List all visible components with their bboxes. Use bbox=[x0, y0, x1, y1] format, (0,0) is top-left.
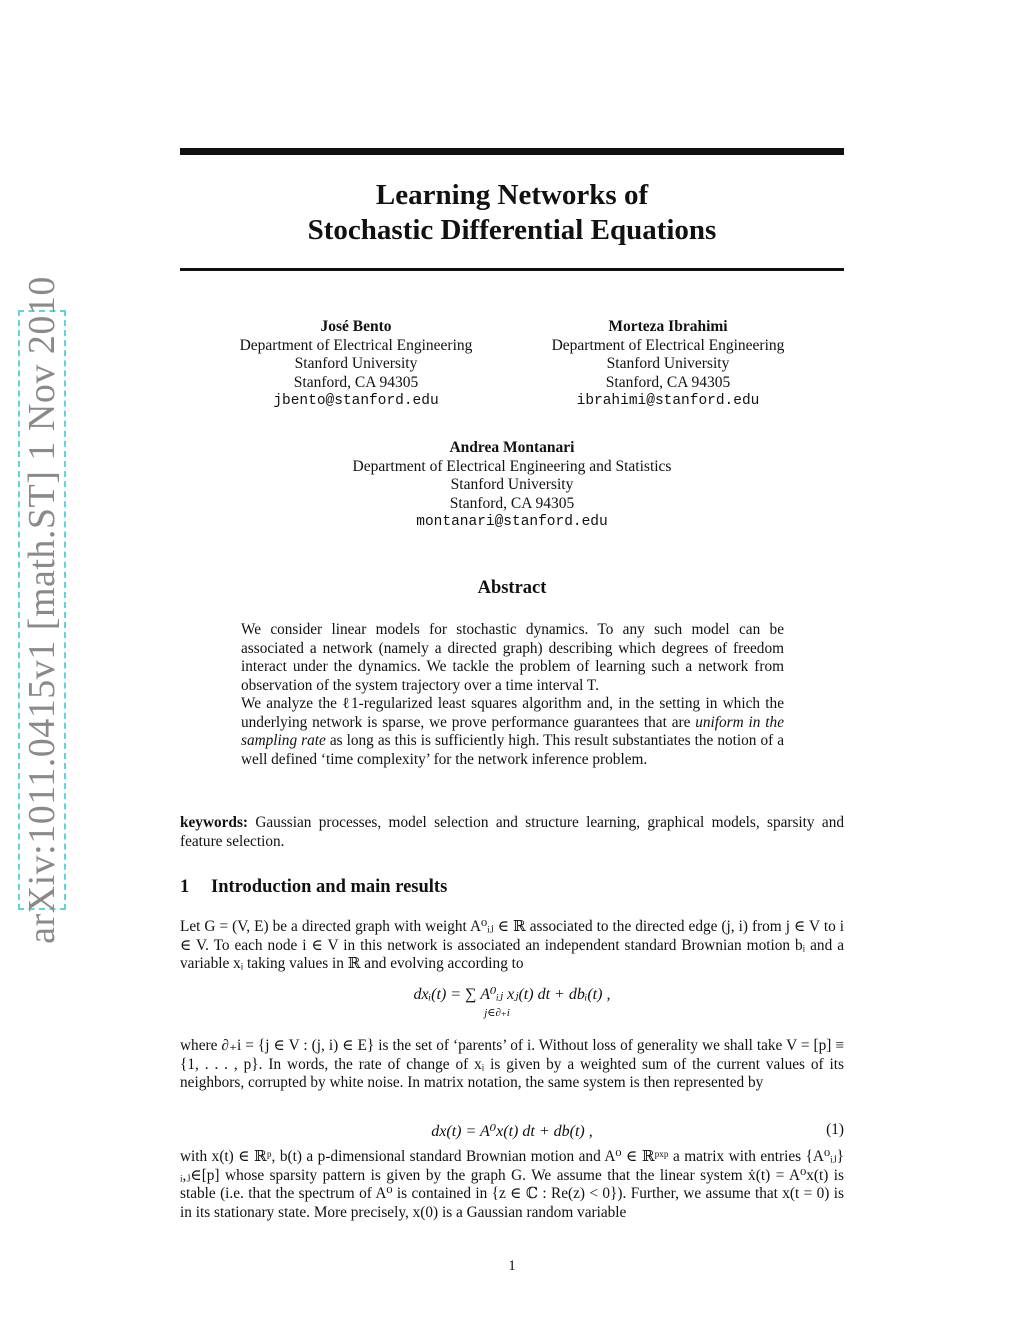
paper-title bbox=[180, 178, 844, 248]
intro-paragraph-3 bbox=[180, 1148, 844, 1222]
abstract-body bbox=[241, 621, 784, 769]
equation-main: dxᵢ(t) = ∑ A⁰ᵢⱼ xⱼ(t) dt + dbᵢ(t) , bbox=[413, 986, 611, 1003]
author-addr: Stanford, CA 94305 bbox=[293, 373, 419, 391]
title-line-1: Learning Networks of bbox=[375, 179, 649, 211]
section-title: Introduction and main results bbox=[211, 877, 448, 897]
arxiv-stamp bbox=[18, 276, 66, 944]
paragraph-text: where ∂₊i = {j ∈ V : (j, i) ∈ E} is the set of ‘parents’ of i. Without loss of generality we shall take V = [p] ≡ {1, . . . , p}. In words, the rate of change of xᵢ is given by a weighted sum of the current values of its neighbors, corrupted by white noise. In matrix notation, the same system is then represented by bbox=[180, 1037, 844, 1091]
equation-main: dx(t) = A⁰x(t) dt + db(t) , bbox=[431, 1123, 593, 1140]
abstract-p2-emphasis: uniform in the sampling rate bbox=[241, 713, 784, 749]
author-block-1 bbox=[200, 318, 512, 411]
keywords bbox=[180, 814, 844, 851]
author-name: José Bento bbox=[320, 318, 392, 335]
abstract-p2-start: We analyze the ℓ1-regularized least squares algorithm and, in the setting in which the underlying network is sparse, we prove performance guarantees that are bbox=[241, 695, 784, 731]
title-line-2: Stochastic Differential Equations bbox=[307, 214, 717, 246]
section-heading bbox=[180, 877, 447, 898]
author-dept: Department of Electrical Engineering bbox=[551, 336, 785, 354]
section-number: 1 bbox=[180, 877, 190, 897]
abstract-paragraph-2 bbox=[241, 695, 784, 769]
author-name: Andrea Montanari bbox=[449, 439, 575, 456]
author-name: Morteza Ibrahimi bbox=[608, 318, 728, 335]
author-email: jbento@stanford.edu bbox=[273, 393, 439, 409]
equation-sum-index: j∈∂₊i bbox=[484, 1007, 510, 1019]
abstract-paragraph-1: We consider linear models for stochastic dynamics. To any such model can be associated a network (namely a directed graph) describing which degrees of freedom interact under the dynamics. We tackle the problem of learning such a network from observation of the system trajectory over a time interval T. bbox=[241, 621, 784, 694]
author-univ: Stanford University bbox=[450, 476, 574, 493]
arxiv-stamp-text: arXiv:1011.0415v1 [math.ST] 1 Nov 2010 bbox=[21, 276, 63, 944]
equation-sde-matrix bbox=[180, 1121, 844, 1141]
abstract-heading: Abstract bbox=[477, 578, 547, 598]
intro-paragraph-2 bbox=[180, 1037, 844, 1093]
page-number: 1 bbox=[508, 1258, 516, 1274]
equation-sde-component bbox=[180, 984, 844, 1019]
author-email: montanari@stanford.edu bbox=[416, 514, 608, 530]
title-rule-top bbox=[180, 148, 844, 155]
author-block-3 bbox=[250, 439, 774, 532]
abstract-p2-end: as long as this is sufficiently high. This result substantiates the notion of a well defined ‘time complexity’ for the network inference problem. bbox=[241, 732, 785, 768]
paragraph-text: with x(t) ∈ ℝᵖ, b(t) a p-dimensional standard Brownian motion and A⁰ ∈ ℝᵖˣᵖ a matrix with entries {A⁰ᵢⱼ}ᵢ,ⱼ∈[p] whose sparsity pattern is given by the graph G. We assume that the linear system ẋ(t) = A⁰x(t) is stable (i.e. that the spectrum of A⁰ is contained in {z ∈ ℂ : Re(z) < 0}). Further, we assume that x(t = 0) is in its stationary state. More precisely, x(0) is a Gaussian random variable bbox=[180, 1148, 844, 1221]
equation-number: (1) bbox=[826, 1121, 844, 1138]
paragraph-text: Let G = (V, E) be a directed graph with weight A⁰ᵢⱼ ∈ ℝ associated to the directed edge (j, i) from j ∈ V to i ∈ V. To each node i ∈ V in this network is associated an independent standard Brownian motion bᵢ and a variable xᵢ taking values in ℝ and evolving according to bbox=[180, 918, 844, 972]
author-univ: Stanford University bbox=[294, 355, 418, 372]
intro-paragraph-1 bbox=[180, 918, 844, 974]
author-email: ibrahimi@stanford.edu bbox=[576, 393, 760, 409]
author-block-2 bbox=[512, 318, 824, 411]
author-univ: Stanford University bbox=[606, 355, 730, 372]
keywords-label: keywords: bbox=[180, 814, 248, 831]
author-dept: Department of Electrical Engineering and Statistics bbox=[352, 457, 672, 475]
author-dept: Department of Electrical Engineering bbox=[239, 336, 473, 354]
keywords-text: Gaussian processes, model selection and structure learning, graphical models, sparsity and feature selection. bbox=[180, 814, 844, 850]
author-addr: Stanford, CA 94305 bbox=[449, 494, 575, 512]
title-rule-bottom bbox=[180, 268, 844, 271]
author-addr: Stanford, CA 94305 bbox=[605, 373, 731, 391]
